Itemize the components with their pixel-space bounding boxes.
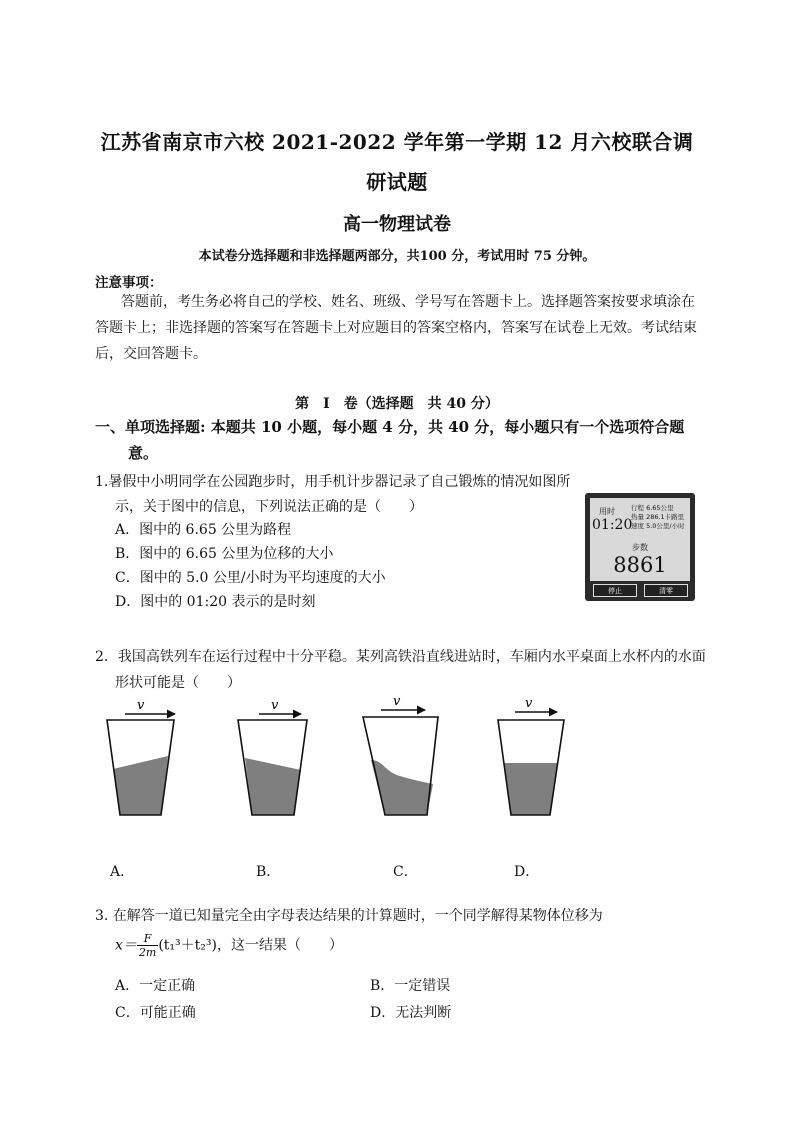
cup-d-velocity-label: v (525, 696, 533, 711)
pedometer-speed-value: 5.0公里/小时 (646, 522, 685, 530)
cups-figure (95, 690, 615, 830)
q1-option-a: A．图中的 6.65 公里为路程 (115, 522, 292, 538)
q1-option-c: C．图中的 5.0 公里/小时为平均速度的大小 (115, 570, 386, 586)
q1-option-b: B．图中的 6.65 公里为位移的大小 (115, 546, 334, 562)
pedometer-time-value: 01:20 (592, 517, 633, 533)
q1-option-d: D．图中的 01:20 表示的是时刻 (115, 594, 316, 610)
mcq-heading-line2: 意。 (128, 444, 159, 462)
q3-formula-fraction (137, 932, 158, 959)
q2-option-d: D． (514, 864, 540, 880)
cup-b (238, 698, 307, 815)
q3-option-d: D．无法判断 (370, 1005, 452, 1021)
q1-stem-line2: 示，关于图中的信息，下列说法正确的是（ ） (115, 499, 423, 515)
q2-stem-line1: 2．我国高铁列车在运行过程中十分平稳。某列高铁沿直线进站时，车厢内水平桌面上水杯内的水面 (95, 649, 706, 665)
pedometer-distance-value: 6.65公里 (646, 504, 674, 512)
cup-d-water (504, 763, 558, 815)
notice-line3: 后，交回答题卡。 (95, 346, 207, 362)
exam-title-line2: 研试题 (366, 170, 428, 194)
cup-d (498, 696, 564, 815)
notice-line1: 答题前，考生务必将自己的学校、姓名、班级、学号写在答题卡上。选择题答案按要求填涂在 (121, 294, 695, 310)
q2-option-c: C． (393, 864, 418, 880)
cup-c (363, 694, 438, 815)
pedometer-stop-button: 停止 (593, 584, 637, 597)
pedometer-calorie-label: 热量 (631, 513, 644, 521)
q3-stem: 3. 在解答一道已知量完全由字母表达结果的计算题时，一个同学解得某物体位移为 (95, 908, 603, 924)
q3-formula-lhs: x＝ (115, 937, 137, 954)
q3-formula-denominator: 2m (138, 946, 157, 959)
pedometer-time-label: 用时 (599, 507, 615, 516)
q3-option-b: B．一定错误 (370, 978, 451, 994)
q3-option-c: C．可能正确 (115, 1005, 196, 1021)
exam-title-line1: 江苏省南京市六校 2021-2022 学年第一学期 12 月六校联合调 (100, 130, 694, 154)
q1-stem-line1: 1.暑假中小明同学在公园跑步时，用手机计步器记录了自己锻炼的情况如图所 (95, 474, 571, 490)
section-title: 第 I 卷（选择题 共 40 分） (295, 396, 499, 412)
pedometer-clear-button: 清零 (644, 584, 688, 597)
cup-b-velocity-label: v (271, 698, 279, 713)
pedometer-figure (585, 493, 695, 601)
q3-formula-rhs: (t₁³＋t₂³)，这一结果（ ） (158, 937, 343, 954)
q3-formula (115, 932, 343, 959)
pedometer-steps-value: 8861 (613, 553, 667, 577)
q2-stem-line2: 形状可能是（ ） (115, 675, 241, 691)
q3-option-a: A．一定正确 (115, 978, 196, 994)
cup-c-velocity-label: v (393, 694, 401, 709)
cup-a-velocity-label: v (137, 698, 145, 713)
cup-a-water (113, 756, 168, 815)
pedometer-speed-label: 速度 (631, 522, 644, 530)
q2-option-a: A． (110, 864, 135, 880)
q3-formula-numerator: F (137, 932, 158, 946)
cup-a (107, 698, 175, 815)
pedometer-calorie-value: 286.1卡路里 (646, 513, 685, 521)
cup-b-water (245, 758, 301, 815)
pedometer-screen (590, 498, 690, 581)
cup-c-water (371, 760, 433, 815)
q2-option-b: B． (256, 864, 281, 880)
pedometer-distance-label: 行程 (631, 504, 644, 512)
notice-heading: 注意事项： (95, 275, 163, 291)
exam-intro: 本试卷分选择题和非选择题两部分，共100 分，考试用时 75 分钟。 (198, 249, 596, 264)
pedometer-steps-label: 步数 (632, 543, 648, 552)
notice-line2: 答题卡上；非选择题的答案写在答题卡上对应题目的答案空格内，答案写在试卷上无效。考试结束 (95, 320, 697, 336)
exam-subtitle: 高一物理试卷 (343, 214, 451, 235)
mcq-heading-line1: 一、单项选择题: 本题共 10 小题，每小题 4 分，共 40 分，每小题只有一个选项符合题 (95, 418, 685, 436)
